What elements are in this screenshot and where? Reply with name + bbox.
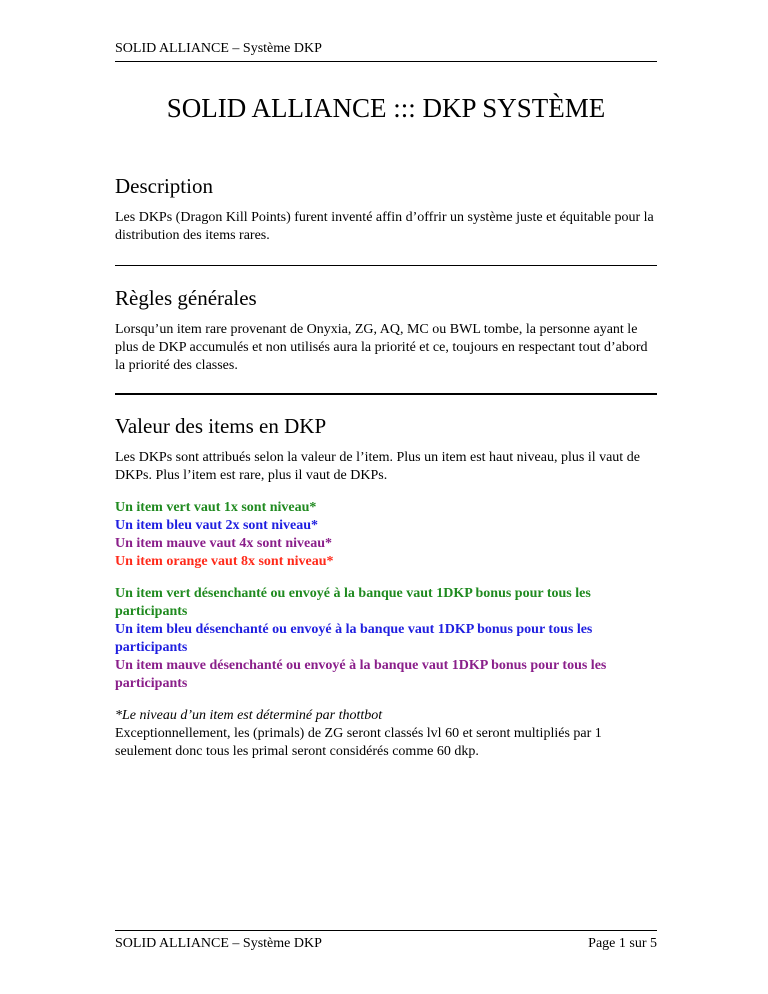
item-value-green: Un item vert vaut 1x sont niveau* (115, 500, 317, 515)
running-footer (115, 930, 657, 953)
item-value-list (115, 499, 657, 571)
footnote: *Le niveau d’un item est déterminé par thottbot (115, 708, 383, 723)
bonus-green: Un item vert désenchanté ou envoyé à la banque vaut 1DKP bonus pour tous les participants (115, 586, 591, 619)
section-heading: Valeur des items en DKP (115, 414, 327, 438)
section-general-rules (115, 285, 657, 375)
bonus-list (115, 585, 657, 693)
footer-title: SOLID ALLIANCE – Système DKP (115, 936, 322, 951)
section-heading: Règles générales (115, 286, 257, 310)
section-heading: Description (115, 174, 213, 198)
paragraph: Les DKPs sont attribués selon la valeur de l’item. Plus un item est haut niveau, plus il vaut de DKPs. Plus l’item est rare, plus il vaut de DKPs. (115, 450, 640, 483)
section-item-values (115, 413, 657, 761)
item-value-purple: Un item mauve vaut 4x sont niveau* (115, 536, 333, 551)
section-description (115, 173, 657, 245)
section-divider (115, 393, 657, 395)
page-number: Page 1 sur 5 (588, 936, 657, 951)
bonus-purple: Un item mauve désenchanté ou envoyé à la banque vaut 1DKP bonus pour tous les participants (115, 658, 607, 691)
item-value-blue: Un item bleu vaut 2x sont niveau* (115, 518, 319, 533)
bonus-blue: Un item bleu désenchanté ou envoyé à la banque vaut 1DKP bonus pour tous les participants (115, 622, 593, 655)
page-title: SOLID ALLIANCE ::: DKP SYSTÈME (166, 93, 606, 123)
item-value-orange: Un item orange vaut 8x sont niveau* (115, 554, 334, 569)
note-paragraph: Exceptionnellement, les (primals) de ZG seront classés lvl 60 et seront multipliés par 1 seulement donc tous les primal seront considérés comme 60 dkp. (115, 726, 602, 759)
running-header: SOLID ALLIANCE – Système DKP (115, 40, 657, 62)
paragraph: Lorsqu’un item rare provenant de Onyxia, ZG, AQ, MC ou BWL tombe, la personne ayant le plus de DKP accumulés et non utilisés aura la priorité et ce, toujours en respectant tout d’abord la priorité des classes. (115, 322, 648, 373)
paragraph: Les DKPs (Dragon Kill Points) furent inventé affin d’offrir un système juste et équitable pour la distribution des items rares. (115, 210, 654, 243)
section-divider (115, 265, 657, 266)
